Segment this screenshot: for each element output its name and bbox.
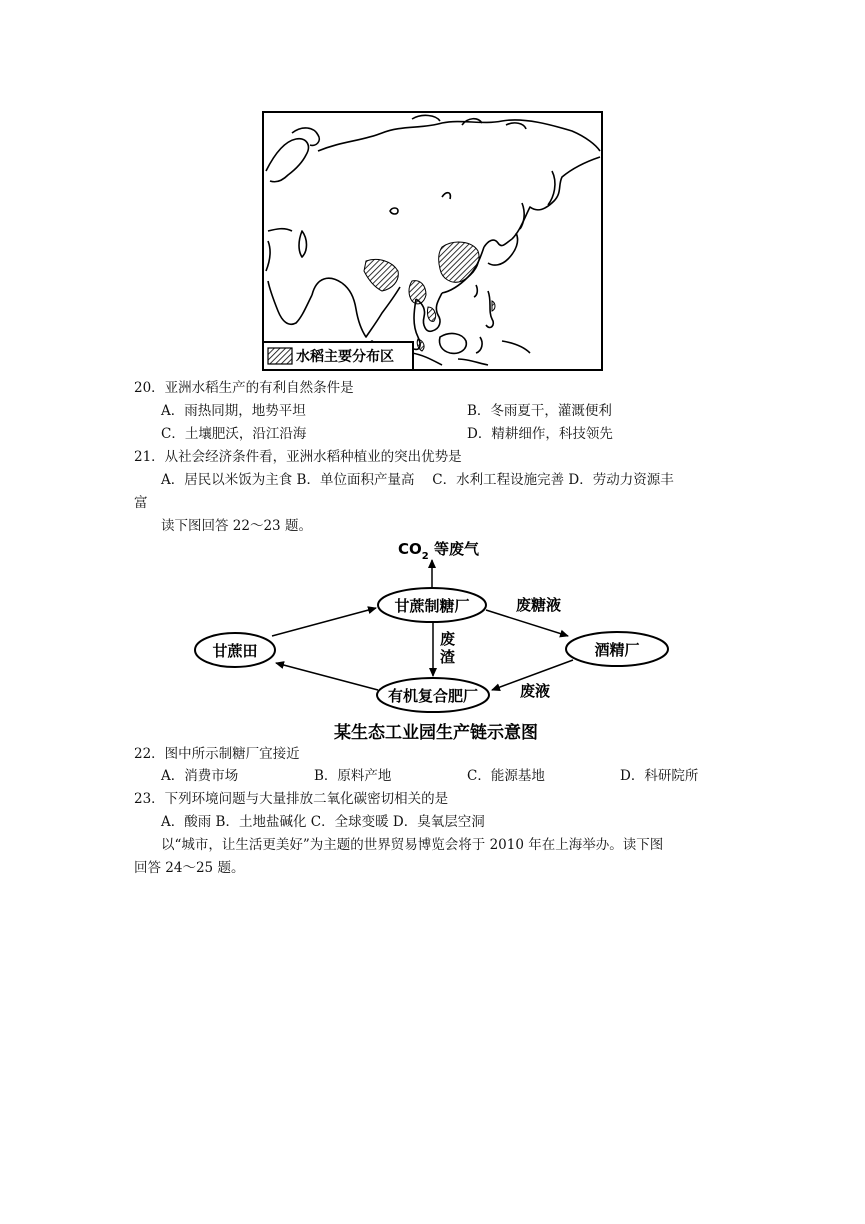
q22-option-b: B．原料产地 <box>314 768 392 784</box>
q20-option-b: B．冬雨夏干，灌溉便利 <box>467 403 612 419</box>
intro-24-25-line1: 以“城市，让生活更美好”为主题的世界贸易博览会将于 2010 年在上海举办。读下图 <box>161 837 664 853</box>
q21-options-wrap: 富 <box>134 495 148 511</box>
arrow-field-to-sugar <box>272 608 376 636</box>
q20-option-d: D．精耕细作，科技领先 <box>467 426 613 442</box>
q22-stem: 22．图中所示制糖厂宜接近 <box>134 746 300 762</box>
production-chain-diagram <box>180 530 700 750</box>
intro-24-25-line2: 回答 24～25 题。 <box>134 860 245 876</box>
q23-options: A．酸雨 B．土地盐碱化 C．全球变暖 D．臭氧层空洞 <box>161 814 485 830</box>
node-sugarcane-field-label: 甘蔗田 <box>212 642 258 660</box>
legend-label: 水稻主要分布区 <box>296 349 394 365</box>
asia-rice-map <box>262 111 603 371</box>
diagram-title: 某生态工业园生产链示意图 <box>334 723 538 743</box>
node-alcohol-factory-label: 酒精厂 <box>594 641 640 659</box>
q20-stem: 20．亚洲水稻生产的有利自然条件是 <box>134 380 354 396</box>
node-sugar-factory-label: 甘蔗制糖厂 <box>394 597 470 615</box>
co2-label: $CO_2$ 等废气 <box>398 540 479 562</box>
diagram-svg <box>180 530 700 750</box>
q20-option-a: A．雨热同期，地势平坦 <box>161 403 306 419</box>
legend-swatch <box>268 348 292 364</box>
q22-option-c: C．能源基地 <box>467 768 545 784</box>
asia-map-svg <box>262 111 603 371</box>
label-residue-2: 渣 <box>440 648 456 666</box>
node-fertilizer-factory-label: 有机复合肥厂 <box>387 687 479 705</box>
q23-stem: 23．下列环境问题与大量排放二氧化碳密切相关的是 <box>134 791 449 807</box>
intro-22-23: 读下图回答 22～23 题。 <box>161 518 312 534</box>
label-waste-liquid: 废液 <box>520 682 551 700</box>
q22-option-d: D．科研院所 <box>620 768 699 784</box>
label-residue-1: 废 <box>440 630 456 648</box>
arrow-fertilizer-to-field <box>276 663 378 690</box>
q20-option-c: C．土壤肥沃，沿江沿海 <box>161 426 307 442</box>
q21-stem: 21．从社会经济条件看，亚洲水稻种植业的突出优势是 <box>134 449 462 465</box>
q21-options: A．居民以米饭为主食 B．单位面积产量高 C．水利工程设施完善 D．劳动力资源丰 <box>161 472 674 488</box>
q22-option-a: A．消费市场 <box>161 768 239 784</box>
label-molasses: 废糖液 <box>516 596 562 614</box>
